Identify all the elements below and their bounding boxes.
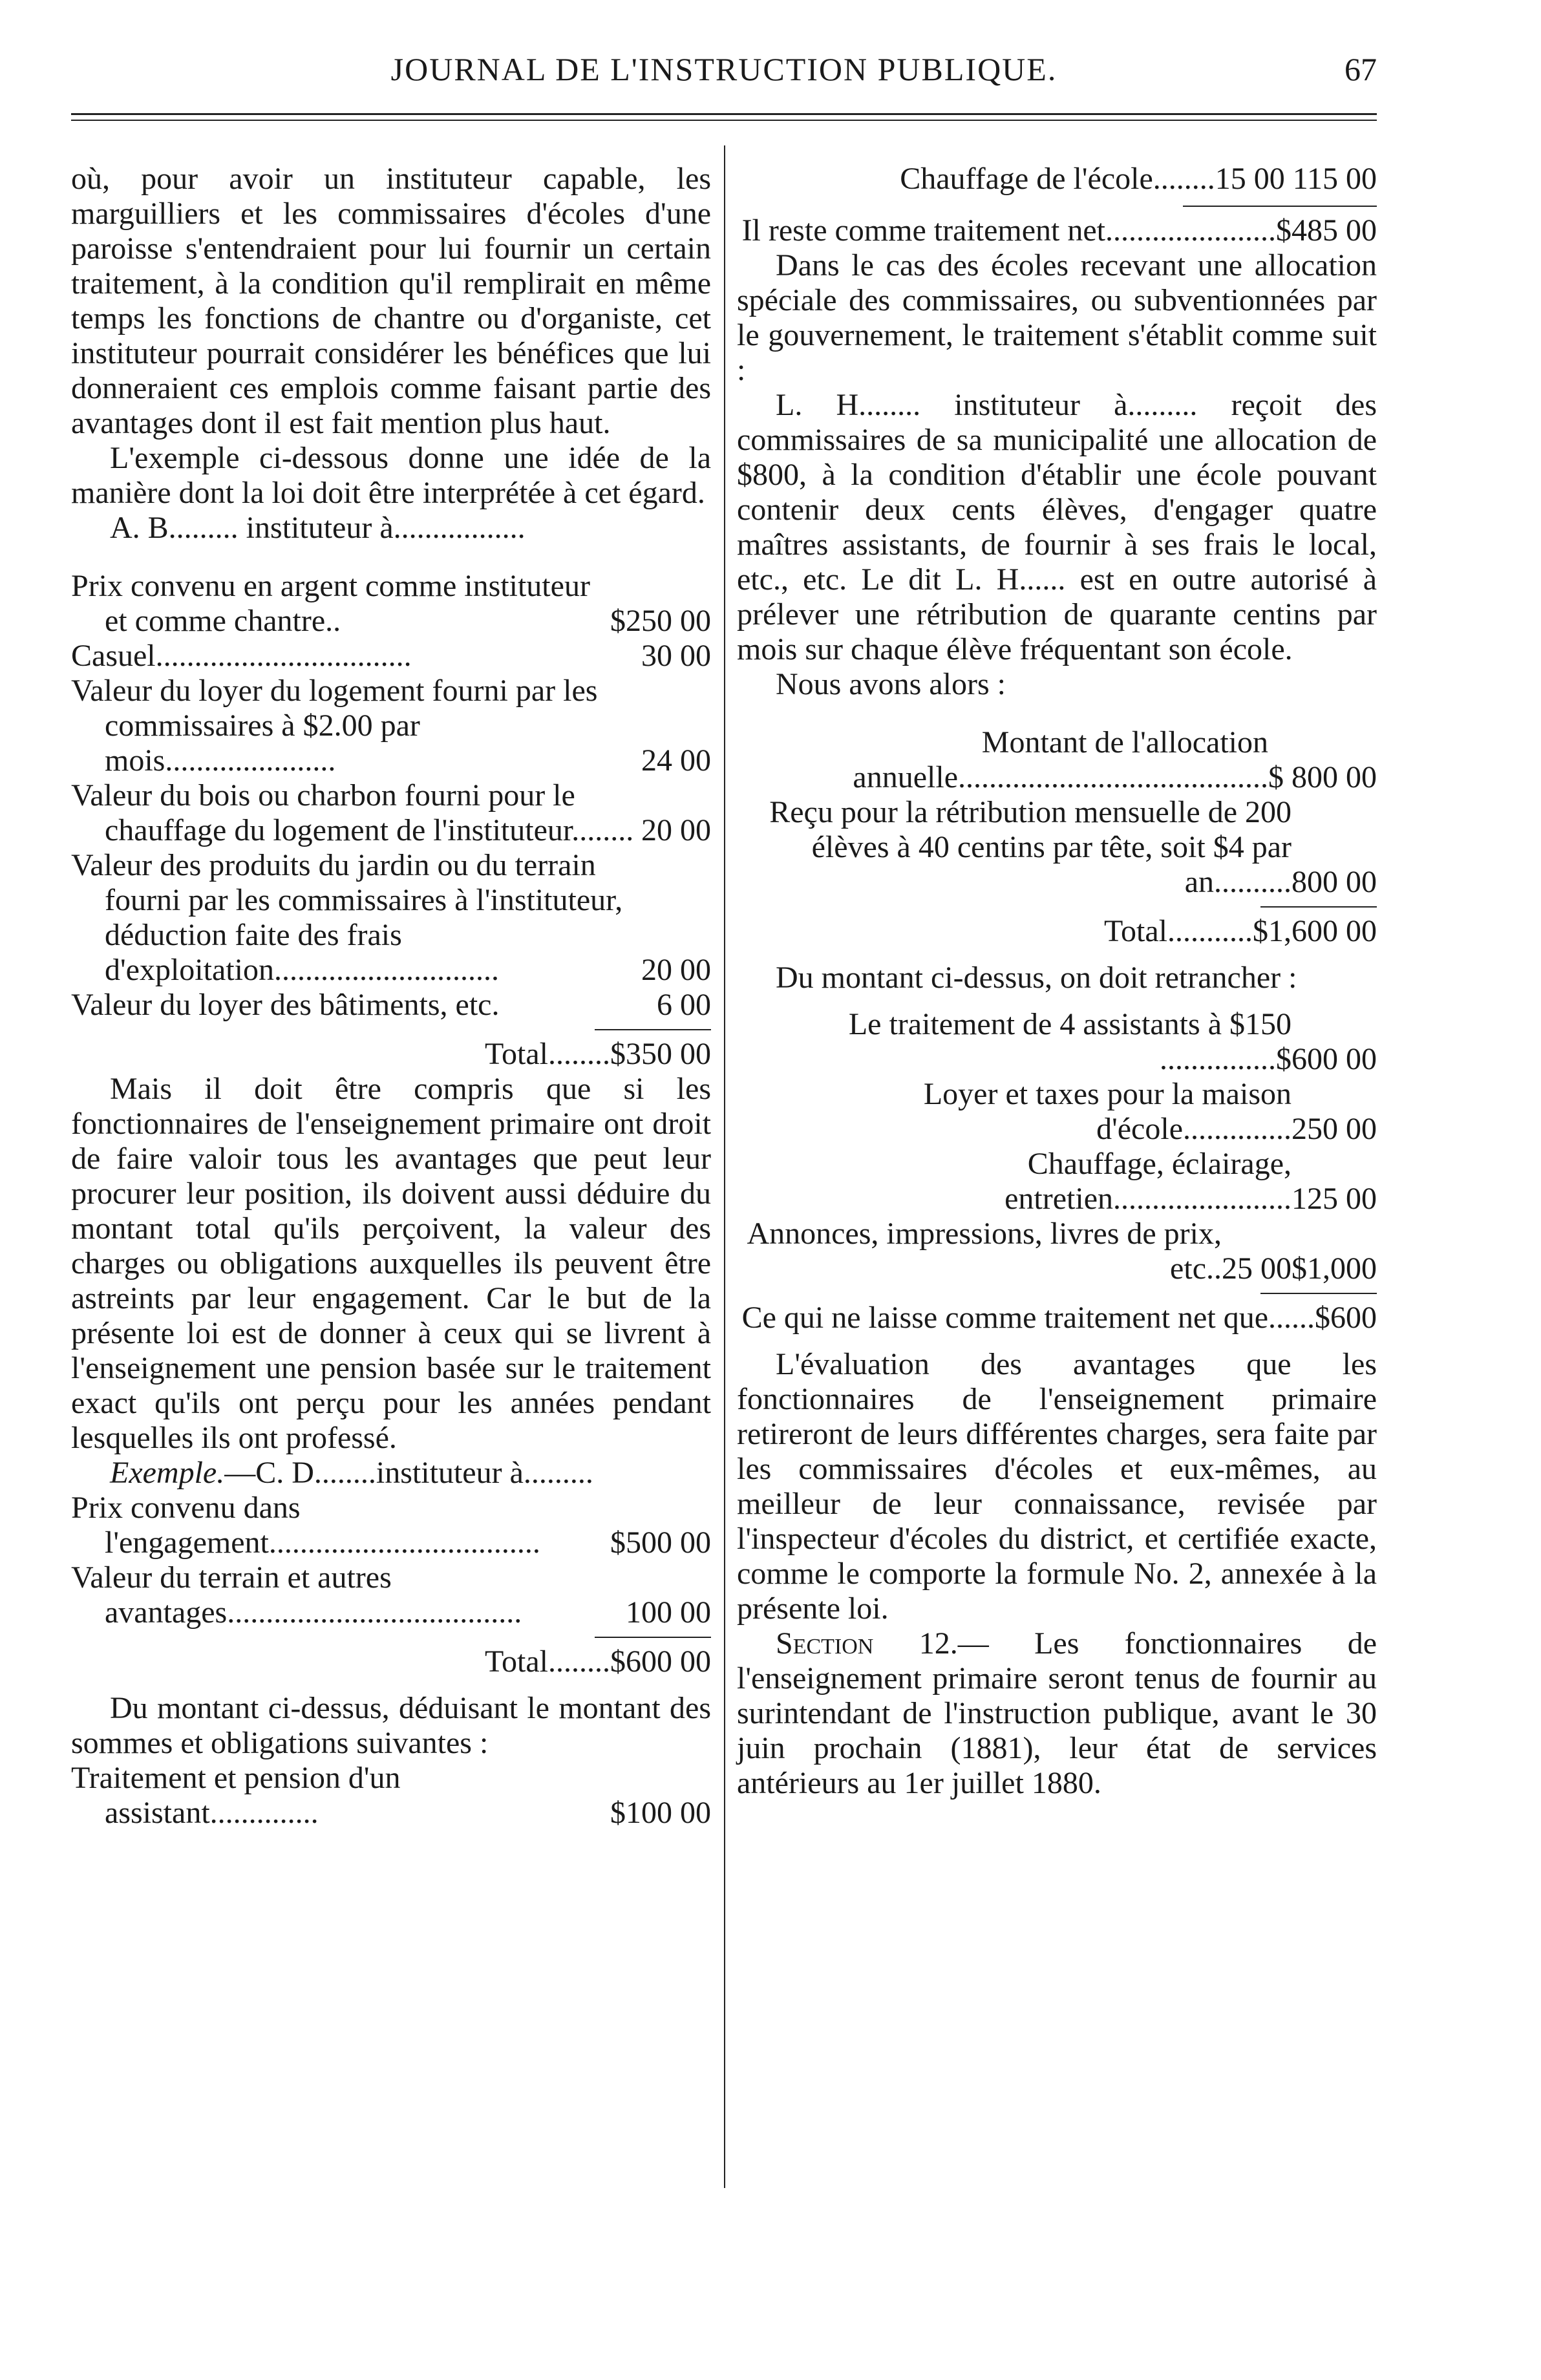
ledger-label: Prix convenu dans l'engagement...................................	[71, 1491, 540, 1560]
deduction-label: Annonces, impressions, livres de prix, etc..	[747, 1217, 1222, 1286]
ledger-amount: 15 00 115 00	[1215, 162, 1377, 196]
section-label: Section 12.	[776, 1626, 958, 1661]
body-paragraph: L'évaluation des avantages que les fonctionnaires de l'enseignement primaire retireront de leurs différentes charges, sera faite par les commissaires d'écoles et eux-mêmes, au meilleur de leur connaissance, revisée par l'inspecteur d'écoles du district, et certifiée exacte, comme le comporte la formule No. 2, annexée à la présente loi.	[737, 1347, 1377, 1626]
ledger-row	[71, 1761, 711, 1831]
ledger-row	[71, 988, 711, 1023]
ledger-amount: $600	[1315, 1301, 1377, 1335]
ledger-row	[71, 1491, 711, 1560]
example2-line	[71, 1456, 711, 1491]
example-intro-paragraph: L'exemple ci-dessous donne une idée de la manière dont la loi doit être interprétée à cet égard.	[71, 441, 711, 510]
ledger-amount: 24 00	[641, 743, 711, 778]
left-column	[71, 162, 711, 1831]
body-paragraph: Du montant ci-dessus, déduisant le montant des sommes et obligations suivantes :	[71, 1691, 711, 1760]
ledger-label: Valeur du terrain et autres avantages......................................	[71, 1560, 522, 1630]
deduction-row	[737, 1007, 1377, 1077]
total-line: Total........$350 00	[485, 1037, 711, 1071]
ledger-label: Montant de l'allocation annuelle........................................	[853, 725, 1268, 794]
example-rest: —C. D........instituteur à.........	[224, 1456, 593, 1490]
ledger-amount: $250 00	[610, 604, 711, 638]
deduction-amount: 600 00	[1291, 1042, 1377, 1076]
example-label: Exemple.	[110, 1456, 225, 1490]
total-line: Total........$600 00	[485, 1644, 711, 1679]
ledger-amount: 800 00	[1291, 865, 1377, 899]
ledger-amount: $ 800 00	[1268, 760, 1377, 794]
ledger-label: Il reste comme traitement net......................	[741, 213, 1276, 248]
ledger-amount: 100 00	[626, 1595, 711, 1630]
ledger-amount: 6 00	[657, 988, 711, 1022]
deduction-amount: 125 00	[1291, 1182, 1377, 1216]
ledger-row	[737, 725, 1377, 795]
sum-rule	[1260, 1293, 1377, 1294]
column-divider	[724, 145, 725, 2188]
header-rule-top	[71, 113, 1377, 115]
ledger-label: Valeur du bois ou charbon fourni pour le chauffage du logement de l'instituteur........	[71, 778, 634, 847]
sum-rule	[595, 1029, 711, 1030]
deduction-row	[737, 1217, 1377, 1286]
deduction-label: Loyer et taxes pour la maison d'école..............	[923, 1077, 1291, 1146]
deduction-row	[737, 1077, 1377, 1147]
ledger-row	[737, 1301, 1377, 1335]
ledger-label: Valeur du loyer des bâtiments, etc.	[71, 988, 500, 1022]
ledger-label: Ce qui ne laisse comme traitement net que......	[741, 1301, 1315, 1335]
ledger-row	[71, 639, 711, 674]
ledger-label: Valeur des produits du jardin ou du terrain fourni par les commissaires à l'instituteur, déduction faite des frais d'exploitation.............................	[71, 848, 623, 987]
ledger-amount: 20 00	[641, 953, 711, 987]
ledger-row	[71, 848, 711, 988]
ledger-row	[737, 795, 1377, 900]
deduction-label: Chauffage, éclairage, entretien.......................	[1004, 1147, 1291, 1216]
ledger-row	[737, 213, 1377, 248]
ledger-label: Traitement et pension d'un assistant..............	[71, 1761, 401, 1830]
ledger-label: Reçu pour la rétribution mensuelle de 200 élèves à 40 centins par tête, soit $4 par an..........	[769, 795, 1291, 899]
ledger-row	[737, 162, 1377, 197]
ledger-amount: 20 00	[641, 813, 711, 847]
intro-paragraph: où, pour avoir un instituteur capable, les marguilliers et les commissaires d'écoles d'une paroisse s'entendraient pour lui fournir un certain traitement, à la condition qu'il remplirait en même temps les fonctions de chantre ou d'organiste, cet instituteur pourrait considérer les bénéfices que lui donneraient ces emplois comme faisant partie des avantages dont il est fait mention plus haut.	[71, 162, 711, 440]
ledger-row	[71, 1560, 711, 1630]
ledger-amount: $500 00	[610, 1525, 711, 1560]
ledger-row	[71, 778, 711, 848]
ledger-amount: 30 00	[641, 639, 711, 673]
total-line: Total...........$1,600 00	[1104, 914, 1377, 948]
ledger-row	[71, 674, 711, 778]
ledger-amount: $485 00	[1276, 213, 1377, 248]
section-text: — Les fonctionnaires de l'enseignement primaire seront tenus de fournir au surintendant de l'instruction publique, avant le 30 juin prochain (1881), leur état de services antérieurs au 1er juillet 1880.	[737, 1626, 1377, 1800]
right-column	[737, 162, 1377, 1801]
deduction-label: Le traitement de 4 assistants à $150 ...............$	[848, 1007, 1291, 1076]
ledger-label: Chauffage de l'école........	[900, 162, 1215, 196]
header-rule-bottom	[71, 120, 1377, 121]
nous-avons-line: Nous avons alors :	[776, 667, 1006, 701]
section-paragraph	[737, 1626, 1377, 1801]
ledger-amount: $100 00	[610, 1796, 711, 1830]
ab-line: A. B......... instituteur à.................	[110, 511, 526, 545]
sum-rule	[1260, 906, 1377, 908]
ledger-label: Casuel.................................	[71, 639, 412, 673]
page-number: 67	[1344, 51, 1377, 87]
deduction-amount: 25 00$1,000	[1222, 1251, 1377, 1286]
page-header	[71, 50, 1377, 96]
retrancher-line: Du montant ci-dessus, on doit retrancher :	[776, 961, 1297, 995]
journal-title: JOURNAL DE L'INSTRUCTION PUBLIQUE.	[390, 51, 1057, 87]
body-paragraph: Dans le cas des écoles recevant une allocation spéciale des commissaires, ou subventionnées par le gouvernement, le traitement s'établit comme suit :	[737, 248, 1377, 387]
body-paragraph: L. H........ instituteur à......... reçoit des commissaires de sa municipalité une allocation de $800, à la condition d'établir une école pouvant contenir deux cents élèves, d'engager quatre maîtres assistants, de fournir à ses frais le local, etc., etc. Le dit L. H...... est en outre autorisé à prélever une rétribution de quarante centins par mois sur chaque élève fréquentant son école.	[737, 388, 1377, 666]
sum-rule	[1183, 206, 1377, 207]
ledger-label: Valeur du loyer du logement fourni par les commissaires à $2.00 par mois......................	[71, 674, 598, 778]
ledger-label: Prix convenu en argent comme instituteur et comme chantre..	[71, 569, 590, 638]
deduction-amount: 250 00	[1291, 1112, 1377, 1146]
body-paragraph: Mais il doit être compris que si les fonctionnaires de l'enseignement primaire ont droit de faire valoir tous les avantages que peut leur procurer leur position, ils doivent aussi déduire du montant total qu'ils perçoivent, la valeur des charges ou obligations auxquelles ils peuvent être astreints par leur engagement. Car le but de la présente loi est de donner à ceux qui se livrent à l'enseignement une pension basée sur le traitement exact qu'ils ont perçu pour les années pendant lesquelles ils ont professé.	[71, 1072, 711, 1455]
ledger-row	[71, 569, 711, 639]
deduction-row	[737, 1147, 1377, 1217]
sum-rule	[595, 1637, 711, 1638]
